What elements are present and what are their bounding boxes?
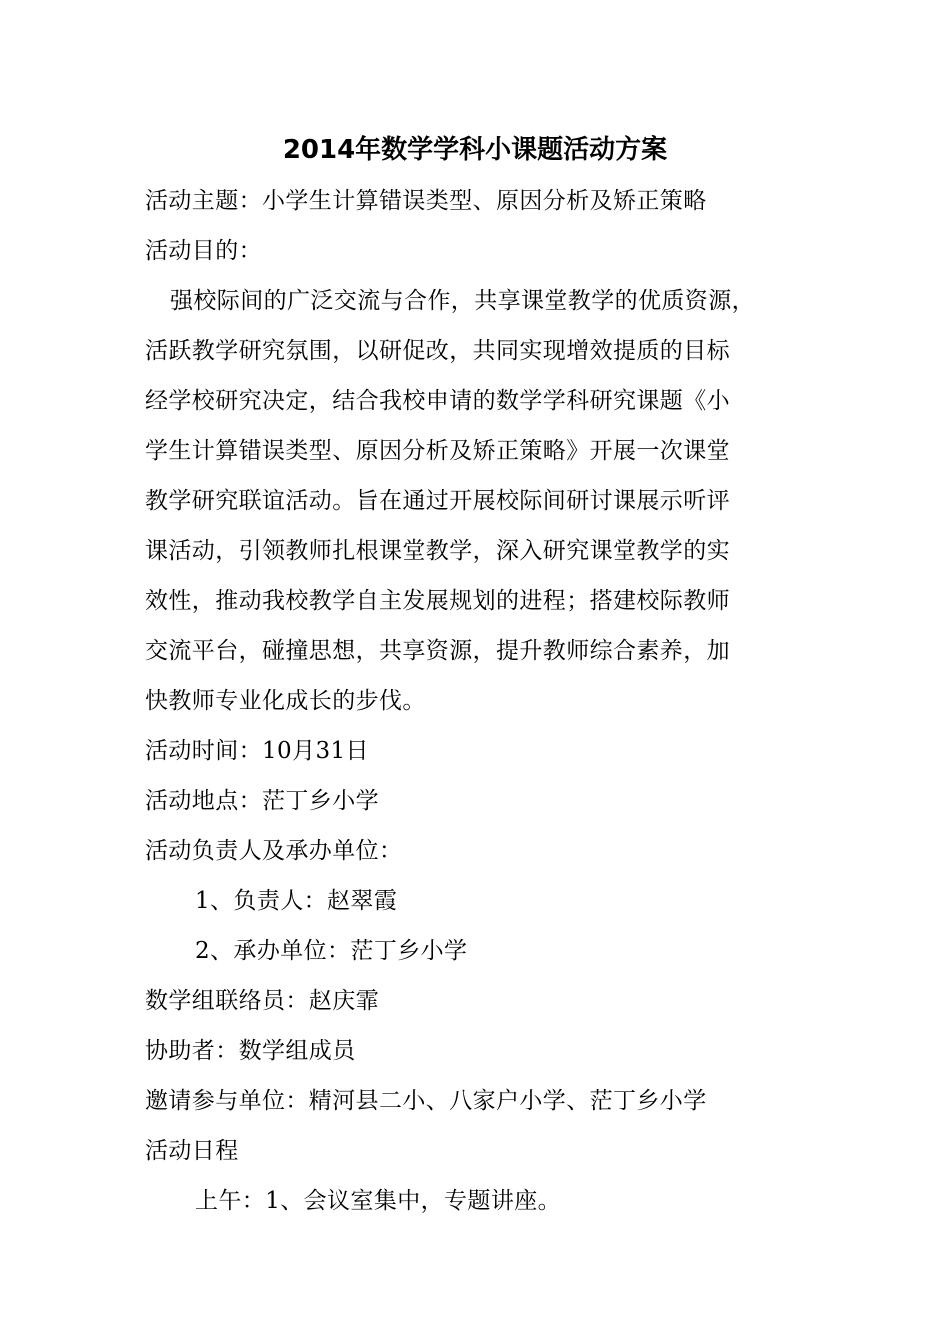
purpose-line: 活跃教学研究氛围，以研促改，共同实现增效提质的目标 xyxy=(145,338,730,364)
assistants: 协助者：数学组成员 xyxy=(145,1038,356,1064)
organizer-heading: 活动负责人及承办单位： xyxy=(145,838,403,864)
schedule-item: 上午：1、会议室集中，专题讲座。 xyxy=(195,1188,562,1214)
purpose-line: 课活动，引领教师扎根课堂教学，深入研究课堂教学的实 xyxy=(145,538,730,564)
purpose-line: 交流平台，碰撞思想，共享资源，提升教师综合素养，加 xyxy=(145,638,730,664)
purpose-line: 效性，推动我校教学自主发展规划的进程；搭建校际教师 xyxy=(145,588,730,614)
purpose-line: 快教师专业化成长的步伐。 xyxy=(145,688,426,714)
purpose-line: 经学校研究决定，结合我校申请的数学学科研究课题《小 xyxy=(145,388,730,414)
organizer-item: 1、负责人：赵翠霞 xyxy=(195,888,398,914)
purpose-line: 学生计算错误类型、原因分析及矫正策略》开展一次课堂 xyxy=(145,438,730,464)
activity-time: 活动时间：10月31日 xyxy=(145,738,369,764)
activity-theme: 活动主题：小学生计算错误类型、原因分析及矫正策略 xyxy=(145,188,707,214)
schedule-heading: 活动日程 xyxy=(145,1138,239,1164)
purpose-line: 强校际间的广泛交流与合作，共享课堂教学的优质资源， xyxy=(170,288,755,314)
liaison: 数学组联络员：赵庆霏 xyxy=(145,988,379,1014)
organizer-item: 2、承办单位：茫丁乡小学 xyxy=(195,938,468,964)
invited-units: 邀请参与单位：精河县二小、八家户小学、茫丁乡小学 xyxy=(145,1088,707,1114)
activity-location: 活动地点：茫丁乡小学 xyxy=(145,788,379,814)
purpose-heading: 活动目的： xyxy=(145,238,262,264)
purpose-line: 教学研究联谊活动。旨在通过开展校际间研讨课展示听评 xyxy=(145,488,730,514)
document-title: 2014年数学学科小课题活动方案 xyxy=(282,135,668,165)
